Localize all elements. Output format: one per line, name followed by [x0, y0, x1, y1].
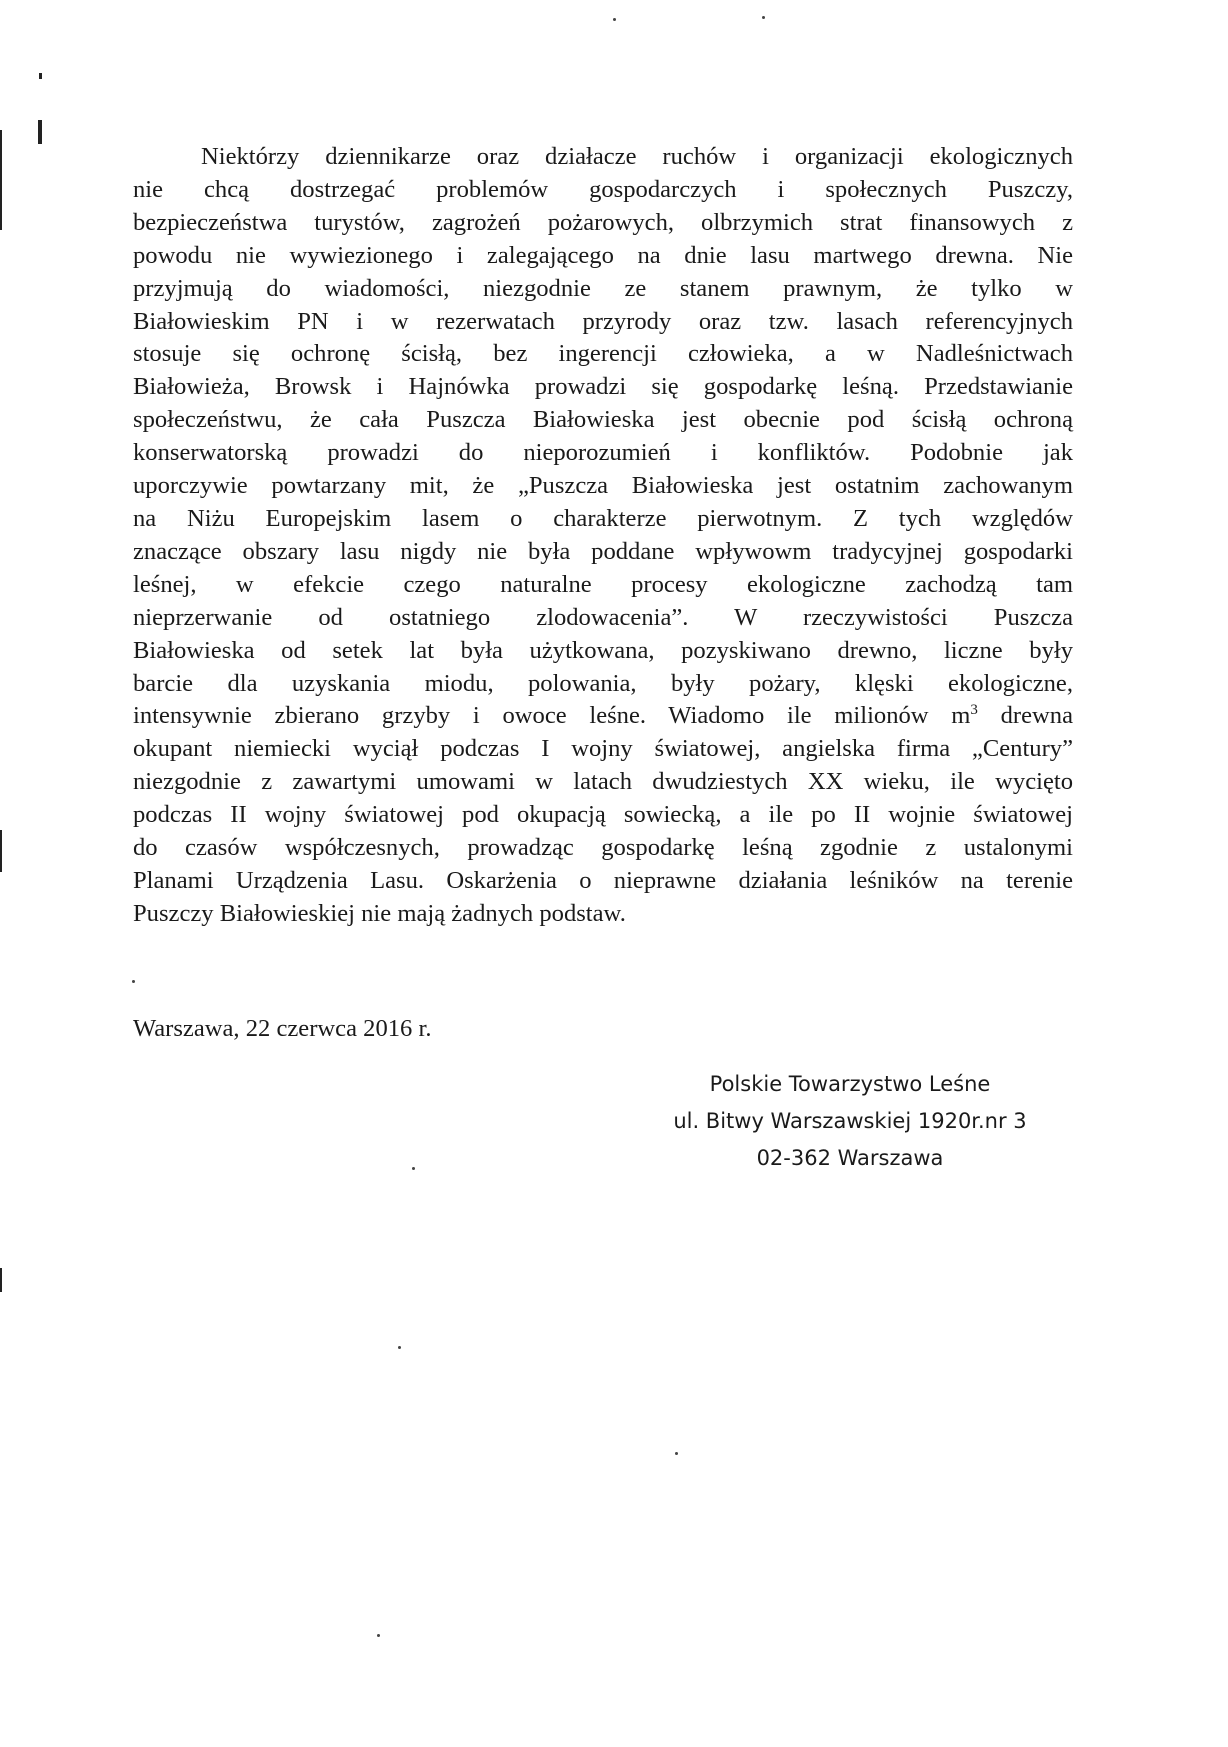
text-line: powodu nie wywiezionego i zalegającego na dnie lasu martwego drewna. Nie: [133, 241, 1073, 269]
scan-dot: [132, 980, 135, 983]
signature-org: Polskie Towarzystwo Leśne: [709, 1072, 991, 1096]
text-line: podczas II wojny światowej pod okupacją sowiecką, a ile po II wojnie światowej: [133, 801, 1073, 829]
letter-body: [133, 141, 1073, 931]
signature-block: [640, 1066, 1060, 1177]
scan-dot: [412, 1167, 415, 1170]
text-line: leśnej, w efekcie czego naturalne procesy ekologiczne zachodzą tam: [133, 570, 1073, 598]
text-line: znaczące obszary lasu nigdy nie była poddane wpływowm tradycyjnej gospodarki: [133, 537, 1073, 565]
text-line: uporczywie powtarzany mit, że „Puszcza Białowieska jest ostatnim zachowanym: [133, 472, 1073, 500]
signature-street: ul. Bitwy Warszawskiej 1920r.nr 3: [673, 1109, 1027, 1133]
text-line: barcie dla uzyskania miodu, polowania, były pożary, klęski ekologiczne,: [133, 669, 1073, 697]
scan-dot: [613, 18, 616, 21]
text-line: Białowieska od setek lat była użytkowana, pozyskiwano drewno, liczne były: [133, 636, 1073, 664]
text-line: Białowieskim PN i w rezerwatach przyrody oraz tzw. lasach referencyjnych: [133, 307, 1073, 335]
signature-city: 02-362 Warszawa: [756, 1146, 944, 1170]
text-line: nie chcą dostrzegać problemów gospodarczych i społecznych Puszczy,: [133, 175, 1073, 203]
text-line: Niektórzy dziennikarze oraz działacze ruchów i organizacji ekologicznych: [201, 143, 1073, 170]
letter-date: Warszawa, 22 czerwca 2016 r.: [133, 1015, 432, 1042]
text-line: stosuje się ochronę ścisłą, bez ingerencji człowieka, a w Nadleśnictwach: [133, 340, 1073, 368]
scan-dot: [398, 1346, 401, 1349]
text-line: konserwatorską prowadzi do nieporozumień i konfliktów. Podobnie jak: [133, 439, 1073, 467]
scan-dot: [675, 1452, 678, 1455]
text-line: nieprzerwanie od ostatniego zlodowacenia”. W rzeczywistości Puszcza: [133, 603, 1073, 631]
text-line: przyjmują do wiadomości, niezgodnie ze stanem prawnym, że tylko w: [133, 274, 1073, 302]
text-line: Planami Urządzenia Lasu. Oskarżenia o nieprawne działania leśników na terenie: [133, 866, 1073, 894]
text-segment: intensywnie zbierano grzyby i owoce leśne. Wiadomo ile milionów m: [133, 702, 971, 730]
scan-mark: [0, 830, 2, 872]
text-line: bezpieczeństwa turystów, zagrożeń pożarowych, olbrzymich strat finansowych z: [133, 208, 1073, 236]
scan-mark: [39, 73, 42, 79]
text-line: do czasów współczesnych, prowadząc gospodarkę leśną zgodnie z ustalonymi: [133, 834, 1073, 862]
scan-mark: [0, 130, 2, 230]
text-line: okupant niemiecki wyciął podczas I wojny światowej, angielska firma „Century”: [133, 735, 1073, 763]
superscript: 3: [970, 702, 978, 719]
text-line: społeczeństwu, że cała Puszcza Białowieska jest obecnie pod ścisłą ochroną: [133, 406, 1073, 434]
text-line: Puszczy Białowieskiej nie mają żadnych podstaw.: [133, 899, 626, 927]
text-line: niezgodnie z zawartymi umowami w latach dwudziestych XX wieku, ile wycięto: [133, 768, 1073, 796]
text-line-with-superscript: [133, 700, 1073, 733]
scan-dot: [762, 16, 765, 19]
text-segment: drewna: [977, 702, 1073, 730]
text-line: Białowieża, Browsk i Hajnówka prowadzi się gospodarkę leśną. Przedstawianie: [133, 373, 1073, 401]
scan-dot: [377, 1634, 380, 1637]
scan-mark: [0, 1268, 2, 1292]
text-line: na Niżu Europejskim lasem o charakterze pierwotnym. Z tych względów: [133, 504, 1073, 532]
scan-mark: [38, 120, 42, 144]
